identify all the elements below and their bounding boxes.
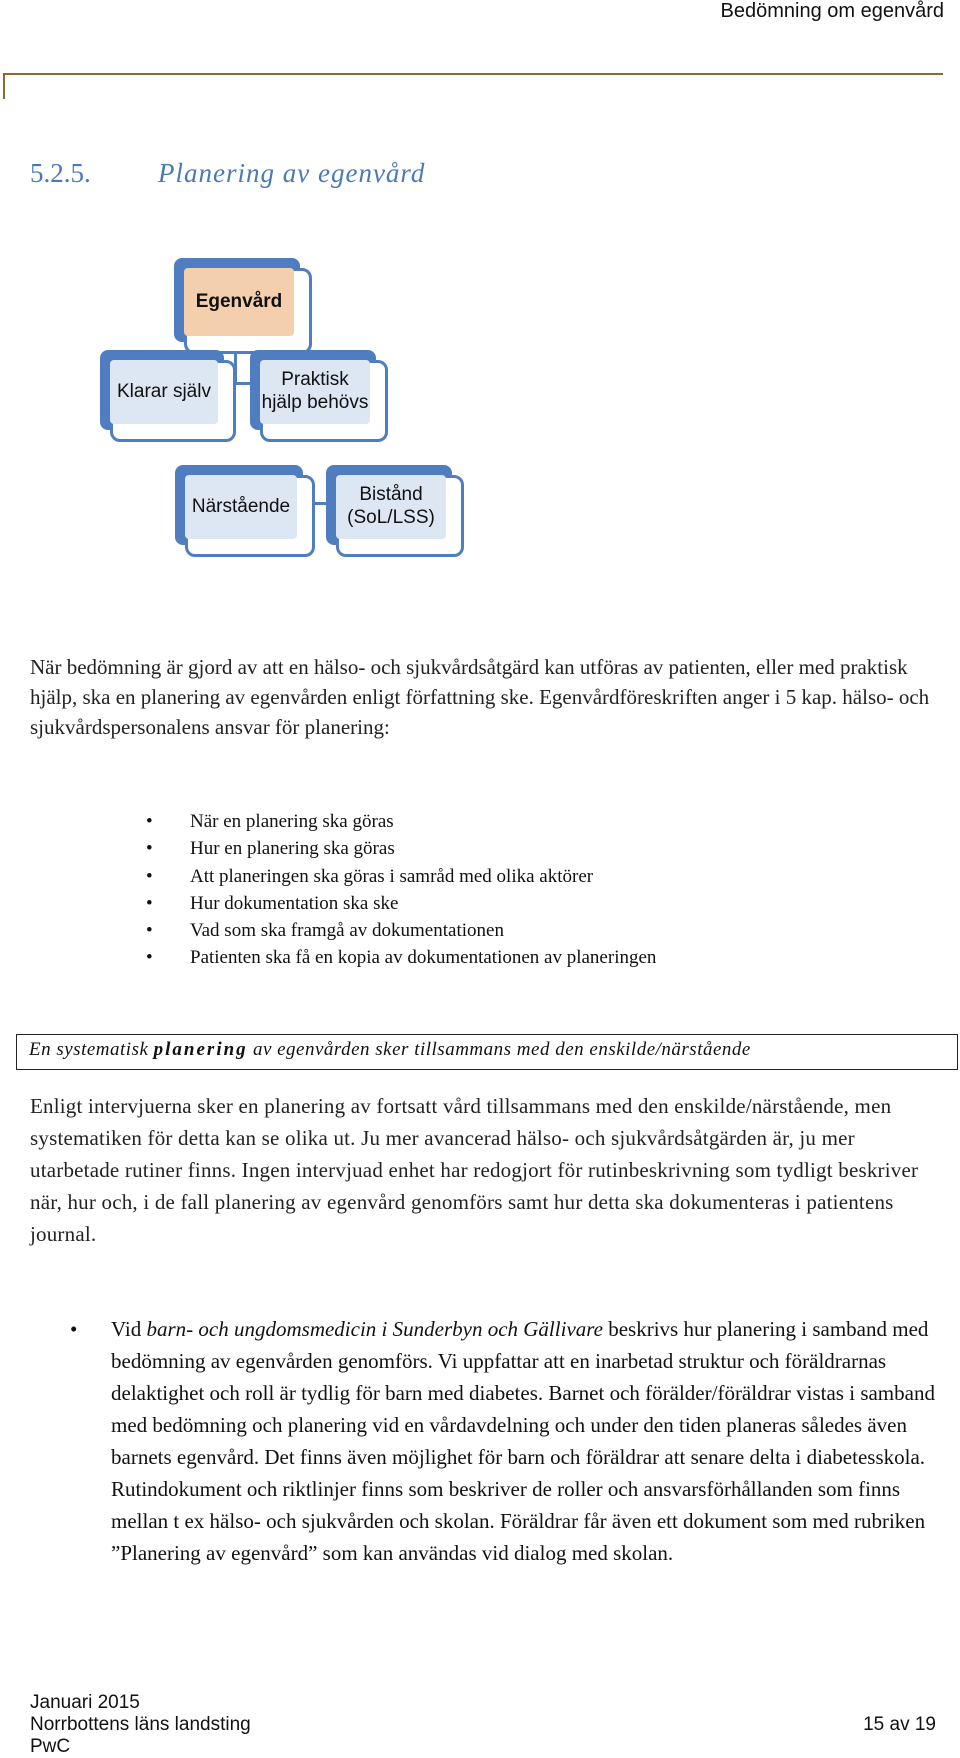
node-egenvard — [174, 258, 312, 354]
section-number: 5.2.5. — [30, 158, 91, 188]
header-rule-tick — [3, 73, 5, 99]
node-klarar-sjalv — [100, 350, 236, 442]
egenvard-diagram — [100, 258, 530, 628]
list-item: • Att planeringen ska göras i samråd med olika aktörer — [146, 863, 926, 890]
node-narstaende-label: Närstående — [185, 475, 297, 539]
header-rule — [3, 73, 943, 75]
list-item: • Vad som ska framgå av dokumentationen — [146, 917, 926, 944]
running-header: Bedömning om egenvård — [720, 0, 944, 22]
finding-text — [111, 1313, 940, 1569]
section-title: Planering av egenvård — [158, 158, 426, 188]
page-number: 15 av 19 — [863, 1714, 936, 1735]
list-item: • Patienten ska få en kopia av dokumentationen av planeringen — [146, 944, 926, 971]
list-item: • Hur dokumentation ska ske — [146, 890, 926, 917]
planning-requirements-list — [146, 808, 926, 972]
finding-bullet — [70, 1313, 940, 1569]
node-klarar-sjalv-label: Klarar själv — [110, 360, 218, 424]
summary-text-bold: planering — [153, 1039, 248, 1060]
footer — [30, 1692, 251, 1758]
section-heading — [30, 158, 425, 189]
node-narstaende — [175, 465, 315, 557]
footer-date: Januari 2015 — [30, 1692, 140, 1713]
finding-prefix: Vid — [111, 1317, 147, 1341]
footer-org: Norrbottens läns landsting — [30, 1714, 251, 1735]
bullet-dot: • — [70, 1317, 78, 1341]
list-item: • Hur en planering ska göras — [146, 835, 926, 862]
intro-paragraph: När bedömning är gjord av att en hälso- och sjukvårdsåtgärd kan utföras av patienten, eller med praktisk hjälp, ska en planering av egenvården enligt författning ske. Egenvårdföreskriften anger i 5 kap. hälso- och sjukvårdspersonalens ansvar för planering: — [30, 655, 930, 739]
node-egenvard-label: Egenvård — [184, 268, 294, 336]
body-paragraph: Enligt intervjuerna sker en planering av fortsatt vård tillsammans med den enskilde/närstående, men systematiken för detta kan se olika ut. Ju mer avancerad hälso- och sjukvårdsåtgärden är, ju mer utarbetade rutiner finns. Ingen intervjuad enhet har redogjort för rutinbeskrivning som tydligt beskriver när, hur och, i de fall planering av egenvård genomförs samt hur detta ska dokumenteras i patientens journal. — [30, 1094, 919, 1246]
finding-rest: beskrivs hur planering i samband med bedömning av egenvården genomförs. Vi uppfattar att en inarbetad struktur och föräldrarnas delaktighet och roll är tydlig för barn med diabetes. Barnet och förälder/föräldrar vistas i samband med bedömning och planering vid en vårdavdelning och under den tiden planeras således även barnets egenvård. Det finns även möjlighet för barn och föräldrar att senare delta i diabetesskola. Rutindokument och riktlinjer finns som beskriver de roller och ansvarsförhållanden som finns mellan t ex hälso- och sjukvården och skolan. Föräldrar får även ett dokument som med rubriken ”Planering av egenvård” som kan användas vid dialog med skolan. — [111, 1317, 935, 1565]
finding-italic: barn- och ungdomsmedicin i Sunderbyn och Gällivare — [146, 1317, 603, 1341]
summary-text-after: av egenvården sker tillsammans med den enskilde/närstående — [247, 1039, 751, 1060]
summary-text-before: En systematisk — [29, 1039, 154, 1060]
summary-box — [16, 1034, 958, 1070]
footer-firm: PwC — [30, 1736, 71, 1757]
node-bistand — [326, 465, 464, 557]
node-praktisk-hjalp — [250, 350, 388, 442]
list-item: • När en planering ska göras — [146, 808, 926, 835]
node-bistand-label: Bistånd (SoL/LSS) — [336, 475, 446, 539]
node-praktisk-hjalp-label: Praktisk hjälp behövs — [260, 360, 370, 424]
